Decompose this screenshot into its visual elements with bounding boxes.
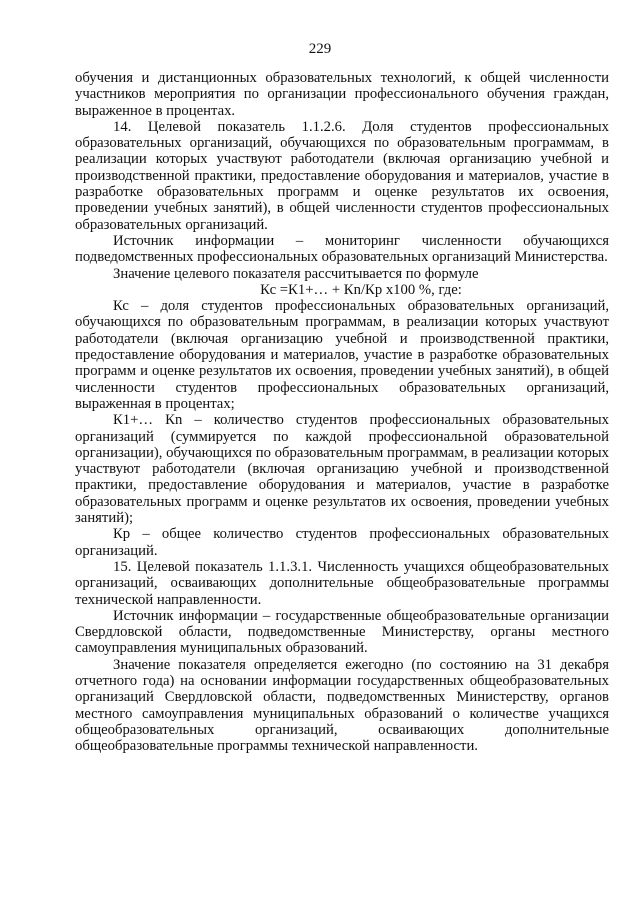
paragraph-k1-definition: К1+… Кn – количество студентов профессиональных образовательных организаций (суммируется по каждой профессиональной образовательной организации), обучающихся по образовательным программам, в реализации которых участвуют работодатели (включая организацию учебной и производственной практики, предоставление оборудования и материалов, участие в разработке образовательных программ и оценке результатов их освоения, проведении учебных занятий); bbox=[75, 412, 609, 527]
formula-line: Кс =К1+… + Кn/Кр х100 %, где: bbox=[260, 281, 462, 298]
paragraph-source-15: Источник информации – государственные общеобразовательные организации Свердловской области, подведомственные Министерству, органы местного самоуправления муниципальных образований. bbox=[75, 607, 609, 657]
paragraph-continuation: обучения и дистанционных образовательных технологий, к общей численности участников мероприятия по организации профессионального обучения граждан, выраженное в процентах. bbox=[75, 70, 609, 119]
paragraph-value-15: Значение показателя определяется ежегодно (по состоянию на 31 декабря отчетного года) на основании информации государственных общеобразовательных организаций Свердловской области, подведомственных Министерству, органов местного самоуправления муниципальных образований о количестве учащихся общеобразовательных организаций, осваивающих дополнительные общеобразовательные программы технической направленности. bbox=[75, 656, 609, 755]
paragraph-source-14: Источник информации – мониторинг численности обучающихся подведомственных профессиональных образовательных организаций Министерства. bbox=[75, 232, 609, 266]
page-number: 229 bbox=[308, 41, 332, 57]
paragraph-indicator-15: 15. Целевой показатель 1.1.3.1. Численность учащихся общеобразовательных организаций, осваивающих дополнительные общеобразовательные программы технической направленности. bbox=[75, 558, 609, 608]
paragraph-indicator-14: 14. Целевой показатель 1.1.2.6. Доля студентов профессиональных образовательных организаций, обучающихся по образовательным программам, в реализации которых участвуют работодатели (включая организацию учебной и производственной практики, предоставление оборудования и материалов, участие в разработке образовательных программ и оценке результатов их освоения, проведении учебных занятий), в общей численности студентов профессиональных образовательных организаций. bbox=[75, 118, 609, 233]
paragraph-kp-definition: Кр – общее количество студентов профессиональных образовательных организаций. bbox=[75, 526, 609, 559]
paragraph-kc-definition: Кс – доля студентов профессиональных образовательных организаций, обучающихся по образовательным программам, в реализации которых участвуют работодатели (включая организацию учебной и производственной практики, предоставление оборудования и материалов, участие в разработке образовательных программ и оценке результатов их освоения, проведении учебных занятий), в общей численности студентов профессиональных образовательных организаций, выраженная в процентах; bbox=[75, 298, 609, 412]
paragraph-formula-intro: Значение целевого показателя рассчитывается по формуле bbox=[113, 265, 479, 282]
document-body bbox=[75, 70, 609, 754]
